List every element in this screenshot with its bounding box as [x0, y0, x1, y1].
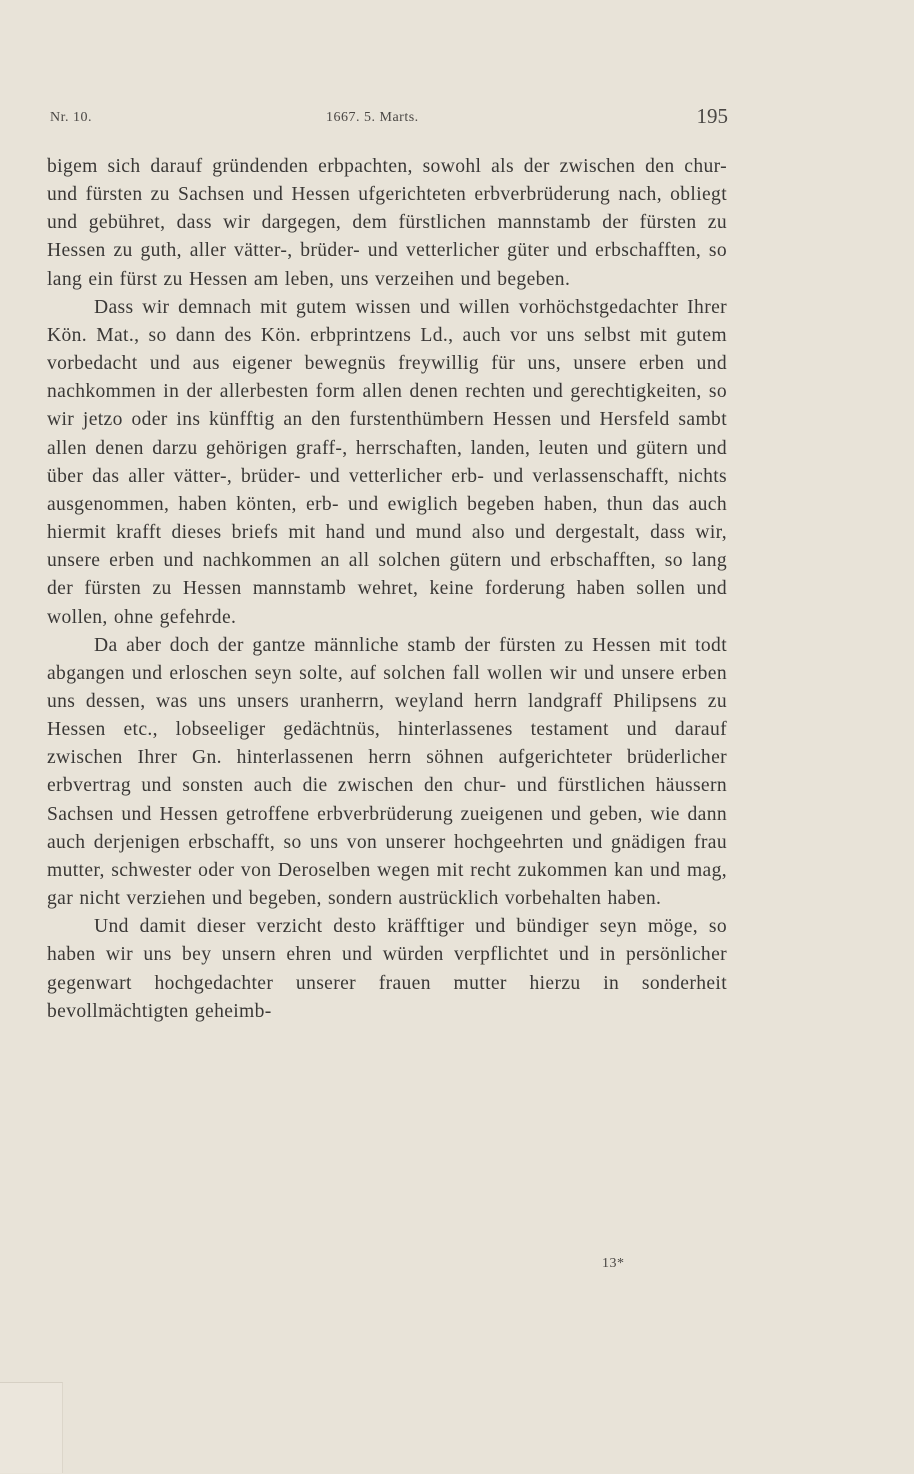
document-number: Nr. 10.	[50, 110, 92, 125]
page-edge-mark	[0, 1382, 63, 1473]
page-number: 195	[696, 104, 728, 128]
paragraph: Da aber doch der gantze männliche stamb der fürsten zu Hessen mit todt abgangen und erloschen seyn solte, auf solchen fall wollen wir und unsere erben uns dessen, was uns unsers uranherrn, weyland herrn landgraff Philipsens zu Hessen etc., lobseeliger gedächtnüs, hinterlassenes testament und darauf zwischen Ihrer Gn. hinterlassenen herrn söhnen aufgerichteter brüderlicher erbvertrag und sonsten auch die zwischen den chur- und fürstlichen häussern Sachsen und Hessen getroffene erbverbrüderung zueigenen und geben, wie dann auch derjenigen erbschafft, so uns von unserer hochgeehrten und gnädigen frau mutter, schwester oder von Deroselben wegen mit recht zukommen kan und mag, gar nicht verziehen und begeben, sondern austrücklich vorbehalten haben.	[47, 634, 727, 910]
document-date: 1667. 5. Marts.	[326, 110, 419, 125]
paragraph: Und damit dieser verzicht desto kräfftiger und bündiger seyn möge, so haben wir uns bey unsern ehren und würden verpflichtet und in persönlicher gegenwart hochgedachter unserer frauen mutter hierzu in sonderheit bevollmächtigten geheimb-	[47, 916, 727, 1022]
body-text	[47, 153, 727, 1026]
paragraph: Dass wir demnach mit gutem wissen und willen vorhöchstgedachter Ihrer Kön. Mat., so dann des Kön. erbprintzens Ld., auch vor uns selbst mit gutem vorbedacht und aus eigener bewegnüs freywillig für uns, unsere erben und nachkommen in der allerbesten form allen denen rechten und gerechtigkeiten, so wir jetzo oder ins künfftig an den furstenthümbern Hessen und Hersfeld sambt allen denen darzu gehörigen graff-, herrschaften, landen, leuten und gütern und über das aller vätter-, brüder- und vetterlicher erb- und verlassenschafft, nichts ausgenommen, haben könten, erb- und ewiglich begeben haben, thun das auch hiermit krafft dieses briefs mit hand und mund also und dergestalt, dass wir, unsere erben und nachkommen an all solchen gütern und erbschafften, so lang der fürsten zu Hessen mannstamb wehret, keine forderung haben sollen und wollen, ohne gefehrde.	[47, 296, 727, 628]
paragraph-continuation: bigem sich darauf gründenden erbpachten, sowohl als der zwischen den chur- und fürsten zu Sachsen und Hessen ufgerichteten erbverbrüderung nach, obliegt und gebühret, dass wir dargegen, dem fürstlichen mannstamb der fürsten zu Hessen zu guth, aller vätter-, brüder- und vetterlicher güter und erbschafften, so lang ein fürst zu Hessen am leben, uns verzeihen und begeben.	[47, 156, 727, 290]
signature-mark: 13*	[602, 1256, 625, 1271]
running-head	[50, 104, 730, 132]
